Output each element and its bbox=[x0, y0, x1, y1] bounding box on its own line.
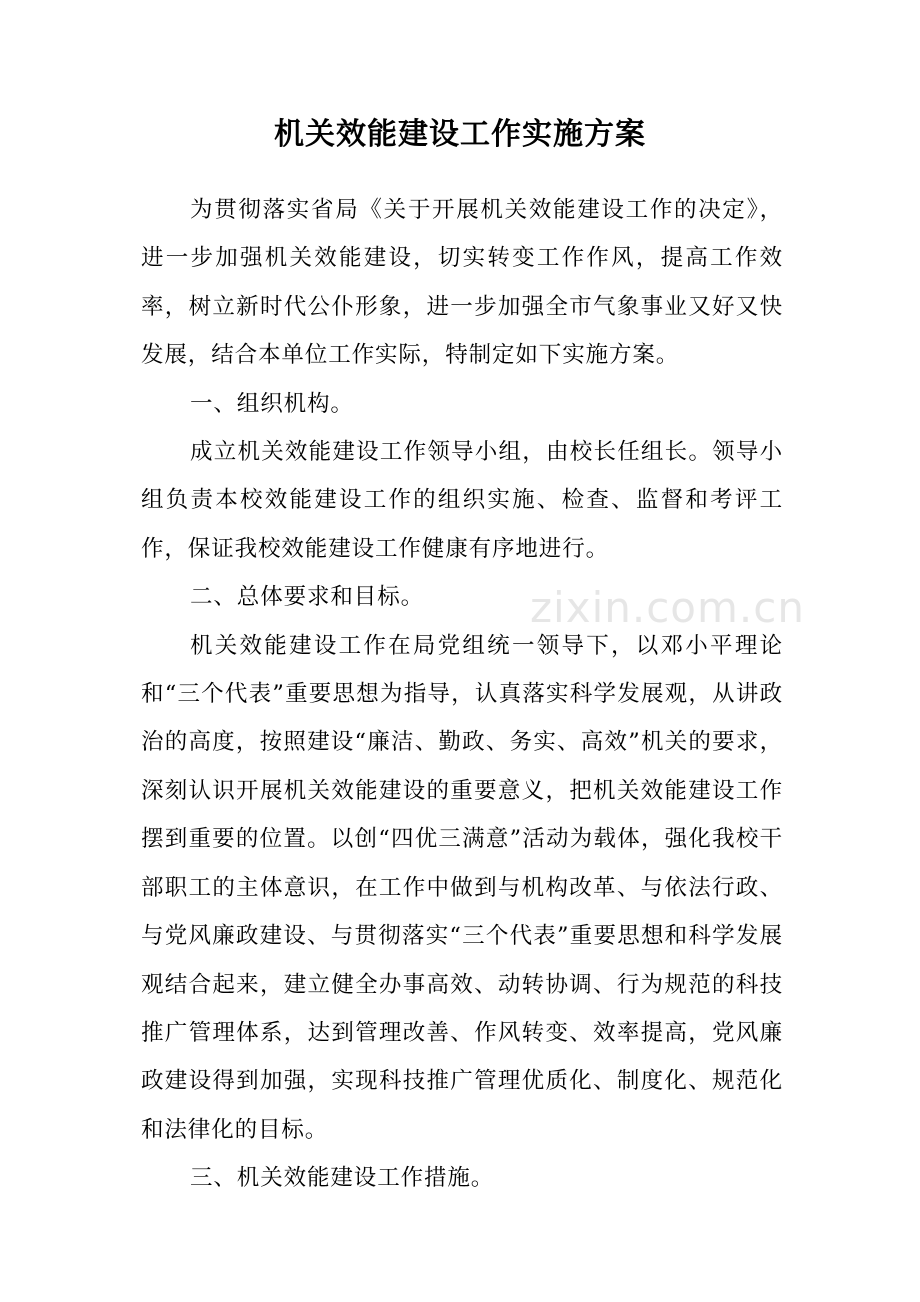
heading-organization: 一、组织机构。 bbox=[190, 390, 354, 417]
heading-measures: 三、机关效能建设工作措施。 bbox=[190, 1165, 495, 1192]
document-title: 机关效能建设工作实施方案 bbox=[274, 117, 646, 152]
watermark: zixin.com.cn bbox=[530, 583, 805, 632]
paragraph-requirements: 机关效能建设工作在局党组统一领导下，以邓小平理论和“三个代表”重要思想为指导，认真落实科学发展观，从讲政治的高度，按照建设“廉洁、勤政、务实、高效”机关的要求，深刻认识开展机关效能建设的重要意义，把机关效能建设工作摆到重要的位置。以创“四优三满意”活动为载体，强化我校干部职工的主体意识，在工作中做到与机构改革、与依法行政、与党风廉政建设、与贯彻落实“三个代表”重要思想和科学发展观结合起来，建立健全办事高效、动转协调、行为规范的科技推广管理体系，达到管理改善、作风转变、效率提高，党风廉政建设得到加强，实现科技推广管理优质化、制度化、规范化和法律化的目标。 bbox=[141, 632, 783, 1143]
document-body bbox=[141, 186, 783, 1203]
paragraph-intro: 为贯彻落实省局《关于开展机关效能建设工作的决定》，进一步加强机关效能建设，切实转变工作作风，提高工作效率，树立新时代公仆形象，进一步加强全市气象事业又好又快发展，结合本单位工作实际，特制定如下实施方案。 bbox=[141, 197, 783, 369]
paragraph-organization: 成立机关效能建设工作领导小组，由校长任组长。领导小组负责本校效能建设工作的组织实施、检查、监督和考评工作，保证我校效能建设工作健康有序地进行。 bbox=[141, 439, 783, 562]
heading-requirements: 二、总体要求和目标。 bbox=[190, 584, 425, 611]
